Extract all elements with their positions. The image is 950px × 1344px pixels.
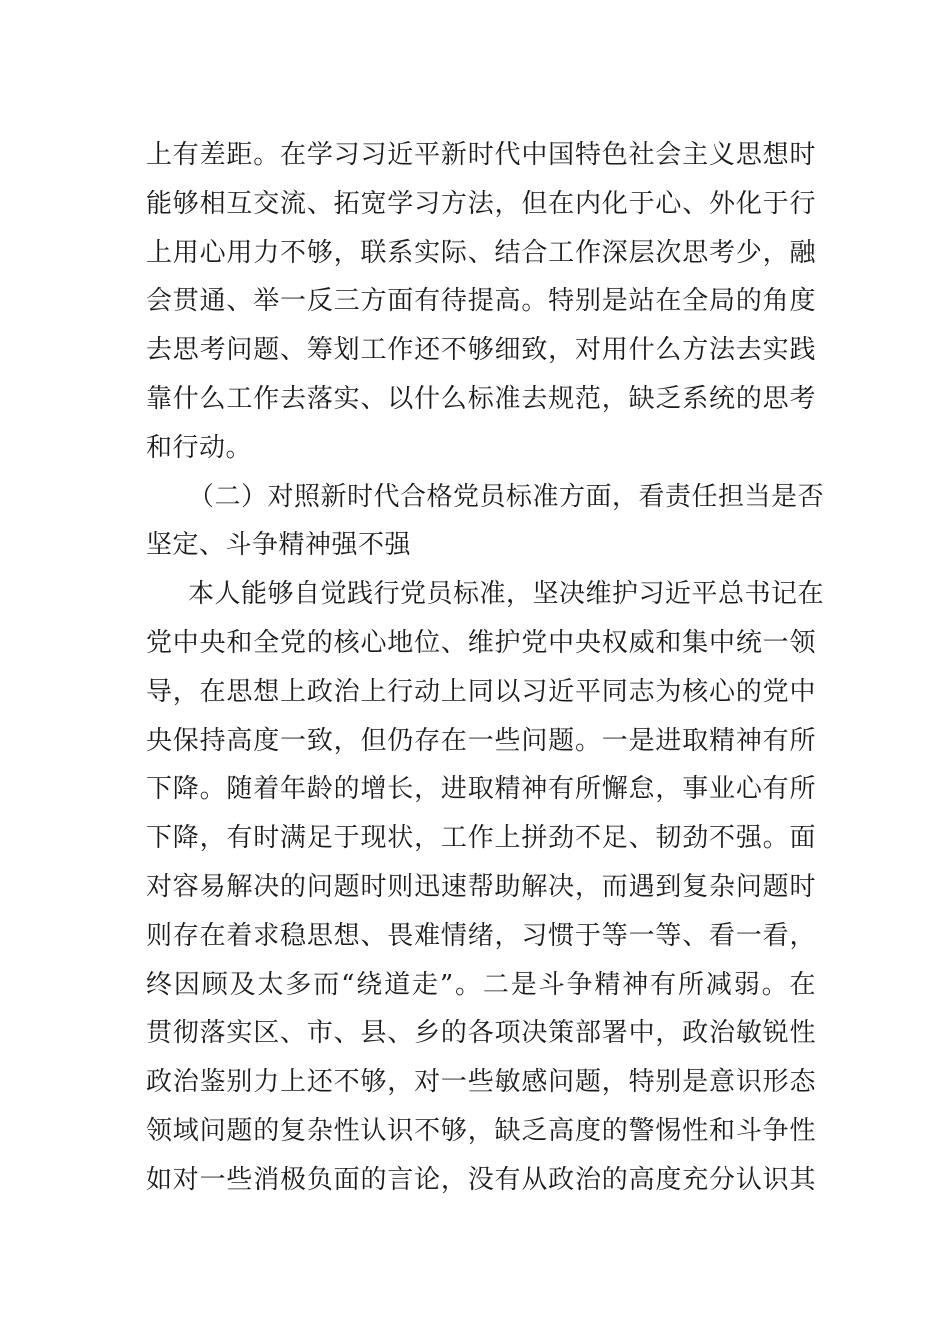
paragraph-line: 去思考问题、筹划工作还不够细致，对用什么方法去实践: [146, 335, 816, 366]
paragraph-line: 终因顾及太多而“绕道走”。二是斗争精神有所减弱。在: [146, 969, 816, 1000]
heading-line: （二）对照新时代合格党员标准方面，看责任担当是否: [188, 481, 825, 512]
paragraph-line: 靠什么工作去落实、以什么标准去规范，缺乏系统的思考: [146, 383, 816, 414]
paragraph-line: 领域问题的复杂性认识不够，缺乏高度的警惕性和斗争性: [146, 1115, 816, 1146]
paragraph-line: 能够相互交流、拓宽学习方法，但在内化于心、外化于行: [146, 188, 816, 219]
paragraph-line: 贯彻落实区、市、县、乡的各项决策部署中，政治敏锐性: [146, 1018, 816, 1049]
paragraph-line: 下降，有时满足于现状，工作上拼劲不足、韧劲不强。面: [146, 823, 816, 854]
paragraph-line: 央保持高度一致，但仍存在一些问题。一是进取精神有所: [146, 725, 816, 756]
paragraph-line: 如对一些消极负面的言论，没有从政治的高度充分认识其: [146, 1164, 816, 1195]
paragraph-line: 党中央和全党的核心地位、维护党中央权威和集中统一领: [146, 627, 816, 658]
paragraph-line: 上有差距。在学习习近平新时代中国特色社会主义思想时: [146, 140, 816, 170]
paragraph-line: 则存在着求稳思想、畏难情绪，习惯于等一等、看一看，: [146, 920, 816, 951]
paragraph-line: 政治鉴别力上还不够，对一些敏感问题，特别是意识形态: [146, 1067, 816, 1098]
paragraph-line: 导，在思想上政治上行动上同以习近平同志为核心的党中: [146, 676, 816, 707]
paragraph-line: 和行动。: [146, 432, 253, 463]
paragraph-line: 下降。随着年龄的增长，进取精神有所懈怠，事业心有所: [146, 774, 816, 805]
paragraph-line: 本人能够自觉践行党员标准，坚决维护习近平总书记在: [188, 579, 825, 610]
paragraph-line: 对容易解决的问题时则迅速帮助解决，而遇到复杂问题时: [146, 871, 816, 902]
heading-line: 坚定、斗争精神强不强: [146, 530, 412, 561]
paragraph-study-gap: [146, 131, 816, 473]
paragraph-line: 会贯通、举一反三方面有待提高。特别是站在全局的角度: [146, 286, 816, 317]
document-body: [146, 131, 825, 1205]
section-heading-2: [146, 473, 825, 571]
paragraph-line: 上用心用力不够，联系实际、结合工作深层次思考少，融: [146, 237, 816, 268]
paragraph-responsibility: [146, 570, 825, 1204]
